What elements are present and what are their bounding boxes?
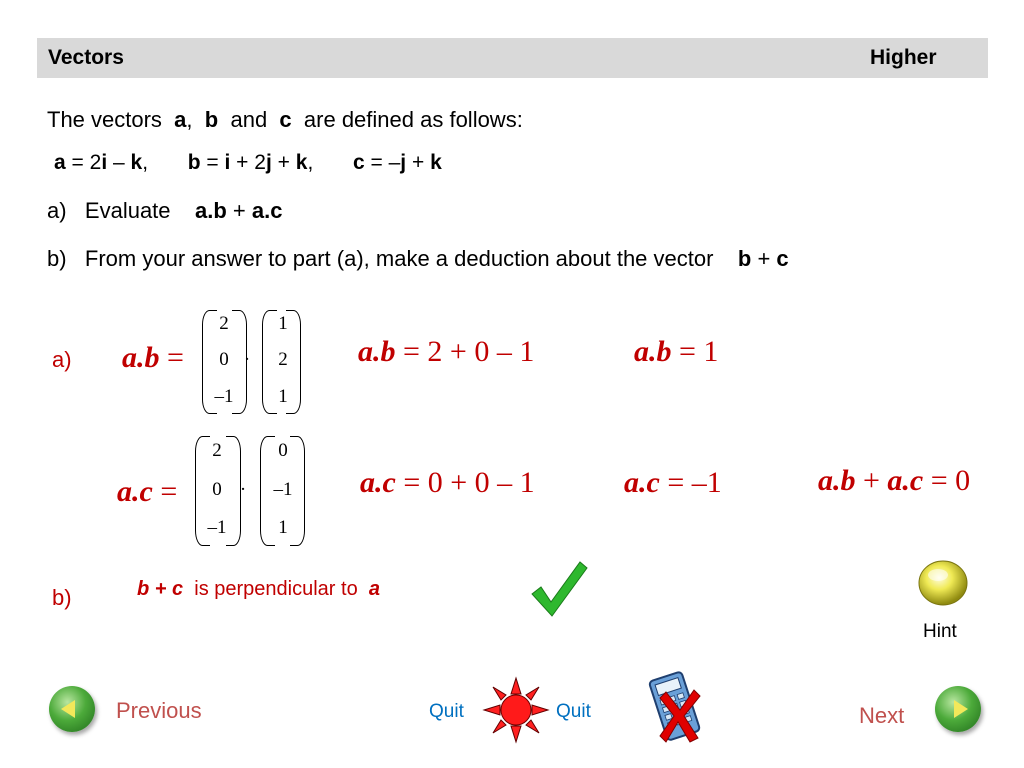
vector-a-entry: 2: [212, 440, 222, 461]
hint-label[interactable]: Hint: [923, 621, 957, 642]
vector-a-entry: –1: [207, 517, 227, 538]
previous-arrow-icon: [61, 700, 75, 718]
def-b-j: j: [265, 151, 272, 174]
ac-step: [360, 466, 535, 500]
def-c-var: c: [352, 151, 365, 174]
vector-c-entry: 1: [278, 517, 288, 538]
vector-c-entry: –1: [273, 479, 293, 500]
previous-button[interactable]: [49, 686, 95, 732]
intro-prefix: The vectors: [47, 107, 162, 132]
def-a-end: ,: [142, 151, 149, 174]
vector-a-entry: 2: [219, 313, 229, 334]
solution-b-label: b): [52, 585, 72, 610]
vector-c-entry: 0: [278, 440, 288, 461]
ac-eq: =: [152, 475, 178, 508]
intro-suffix: are defined as follows:: [303, 107, 523, 132]
def-a-i: i: [101, 151, 108, 174]
part-a-text: Evaluate: [84, 198, 171, 223]
ac-result-lhs: a.c: [624, 466, 660, 499]
part-a-question: [47, 198, 282, 224]
hint-button[interactable]: [916, 558, 970, 608]
next-label[interactable]: Next: [859, 703, 905, 728]
solution-b-answer: [137, 578, 380, 601]
def-b-k: k: [295, 151, 308, 174]
paren-right: [286, 310, 301, 414]
header-bar: [37, 38, 988, 78]
part-a-plus: +: [226, 198, 252, 223]
ac-lhs-text: a.c: [117, 475, 153, 508]
ab-result-lhs: a.b: [634, 335, 672, 368]
def-b-end: ,: [307, 151, 314, 174]
def-b-plus: + 2: [230, 151, 266, 174]
vector-c-label: c: [279, 107, 292, 132]
ab-step: [358, 335, 534, 369]
red-cross-icon: [658, 688, 704, 744]
def-c-eq: = –: [364, 151, 401, 174]
ab-eq: =: [159, 341, 184, 374]
sum-plus: +: [855, 464, 888, 497]
and-word: and: [230, 107, 268, 132]
part-b-text: From your answer to part (a), make a deduction about the vector: [84, 246, 714, 271]
level-label: Higher: [870, 46, 937, 69]
ac-lhs: [117, 475, 177, 509]
paren-right: [290, 436, 305, 546]
part-b-v2: c: [776, 246, 789, 271]
page-title: Vectors: [48, 46, 124, 69]
vector-a-label: a: [174, 107, 187, 132]
ab-result-rhs: = 1: [671, 335, 719, 368]
def-a-k: k: [130, 151, 143, 174]
next-button[interactable]: [935, 686, 981, 732]
quit-label-left[interactable]: Quit: [429, 701, 464, 722]
vector-b-label: b: [204, 107, 219, 132]
part-b-label: b): [47, 246, 67, 271]
check-icon: [528, 558, 590, 620]
def-a-var: a: [54, 151, 66, 174]
vector-a-entry: –1: [214, 386, 234, 407]
sum-result: [818, 464, 970, 498]
vector-a-entry: 0: [212, 479, 222, 500]
def-c-plus: +: [406, 151, 431, 174]
dot-operator: ·: [239, 479, 247, 500]
ab-lhs-text: a.b: [122, 341, 160, 374]
ab-step-lhs: a.b: [358, 335, 396, 368]
def-b-eq: =: [200, 151, 225, 174]
previous-label[interactable]: Previous: [116, 698, 202, 723]
def-b-i: i: [224, 151, 231, 174]
solution-b-text: is perpendicular to: [194, 578, 358, 600]
ab-lhs: [122, 341, 184, 375]
part-b-question: [47, 246, 789, 272]
vector-definitions: [54, 151, 442, 175]
solution-b-var: a: [368, 578, 380, 600]
part-a-expr2: a.c: [251, 198, 283, 223]
def-a-eq: = 2: [65, 151, 102, 174]
vector-b-entry: 1: [278, 313, 288, 334]
def-a-minus: –: [107, 151, 131, 174]
ac-result: [624, 466, 722, 500]
def-c-k: k: [430, 151, 442, 174]
def-c-j: j: [400, 151, 407, 174]
ac-result-rhs: = –1: [659, 466, 722, 499]
ab-result: [634, 335, 718, 369]
sum-lhs1: a.b: [818, 464, 856, 497]
dot-operator: ·: [243, 349, 251, 370]
vector-b-entry: 2: [278, 349, 288, 370]
solution-a-label: a): [52, 347, 72, 372]
ab-step-rhs: = 2 + 0 – 1: [395, 335, 535, 368]
ac-step-rhs: = 0 + 0 – 1: [395, 466, 535, 499]
ac-step-lhs: a.c: [360, 466, 396, 499]
vector-a-entry: 0: [219, 349, 229, 370]
quit-label-right[interactable]: Quit: [556, 701, 591, 722]
part-b-plus: +: [751, 246, 777, 271]
hint-bulb-icon: [916, 558, 970, 608]
comma: ,: [186, 107, 193, 132]
part-a-label: a): [47, 198, 67, 223]
question-intro: [47, 107, 523, 133]
vector-b-entry: 1: [278, 386, 288, 407]
part-a-expr1: a.b: [194, 198, 227, 223]
sum-lhs2: a.c: [887, 464, 924, 497]
part-b-v1: b: [737, 246, 752, 271]
solution-b-expr: b + c: [137, 578, 184, 600]
def-b-plus2: +: [271, 151, 296, 174]
next-arrow-icon: [954, 700, 968, 718]
def-b-var: b: [187, 151, 201, 174]
calculator-button[interactable]: [648, 668, 708, 746]
quit-sun-icon[interactable]: [482, 676, 550, 744]
sum-rhs: = 0: [923, 464, 971, 497]
